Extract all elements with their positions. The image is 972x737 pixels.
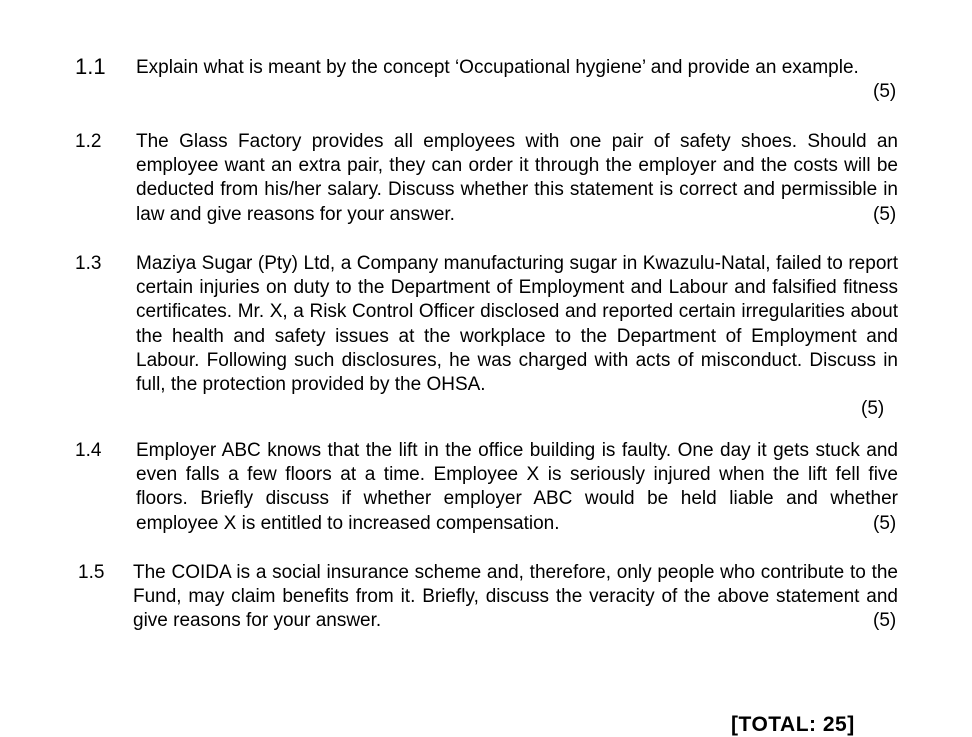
- question-number: 1.1: [75, 54, 106, 79]
- question-marks: (5): [873, 610, 897, 632]
- question-number: 1.5: [78, 562, 105, 583]
- question-number: 1.4: [75, 440, 102, 461]
- question-text: Explain what is meant by the concept ‘Occupational hygiene’ and provide an example.: [136, 57, 859, 78]
- question-marks: (5): [861, 398, 885, 420]
- question-marks: (5): [873, 512, 897, 534]
- question-number: 1.3: [75, 253, 102, 274]
- question-marks: (5): [873, 81, 897, 103]
- question-marks: (5): [873, 203, 897, 225]
- question-text: The Glass Factory provides all employees with one pair of safety shoes. Should an employee want an extra pair, they can order it through the employer and the costs will be deducted from his/her salary. Discuss whether this statement is correct and permissible in law and give reasons for your answer.: [136, 131, 898, 225]
- total-marks: [TOTAL: 25]: [731, 713, 855, 736]
- question-text: Maziya Sugar (Pty) Ltd, a Company manufacturing sugar in Kwazulu-Natal, failed to report certain injuries on duty to the Department of Employment and Labour and falsified fitness certificates. Mr. X, a Risk Control Officer disclosed and reported certain irregularities about the health and safety issues at the workplace to the Department of Employment and Labour. Following such disclosures, he was charged with acts of misconduct. Discuss in full, the protection provided by the OHSA.: [136, 253, 898, 396]
- question-text: The COIDA is a social insurance scheme and, therefore, only people who contribute to the Fund, may claim benefits from it. Briefly, discuss the veracity of the above statement and give reasons for your answer.: [133, 562, 898, 632]
- question-text: Employer ABC knows that the lift in the office building is faulty. One day it gets stuck and even falls a few floors at a time. Employee X is seriously injured when the lift fell five floors. Briefly discuss if whether employer ABC would be held liable and whether employee X is entitled to increased compensation.: [136, 440, 898, 534]
- question-number: 1.2: [75, 131, 102, 152]
